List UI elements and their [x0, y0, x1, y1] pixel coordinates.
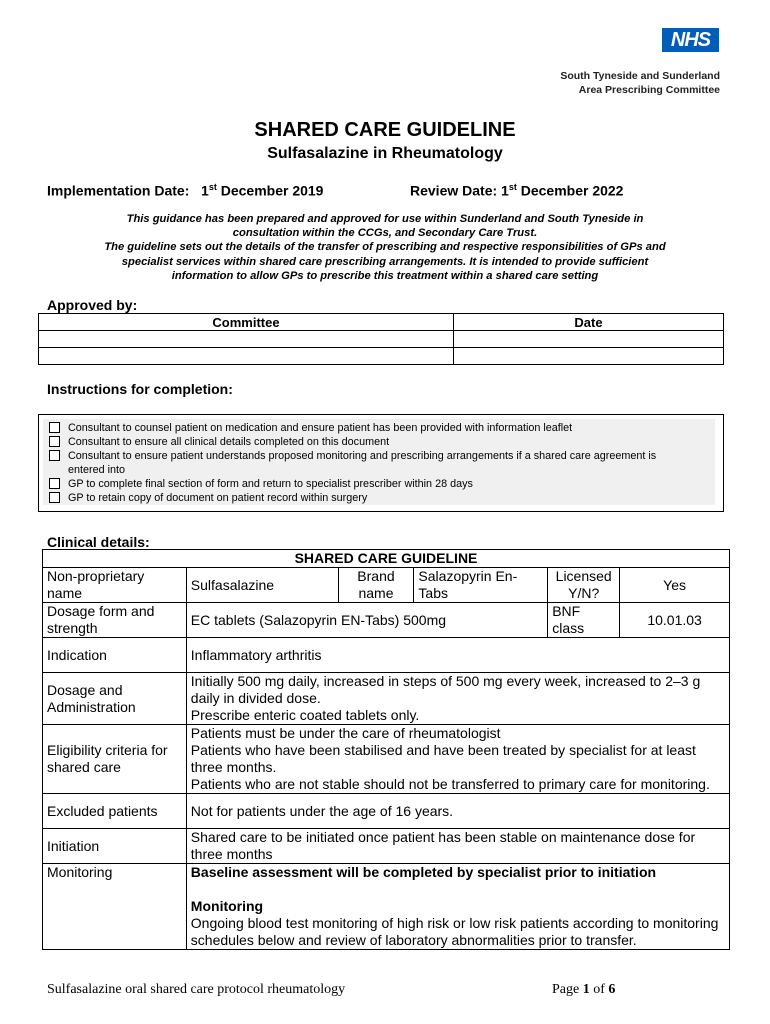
table-row — [43, 673, 730, 725]
table-row — [39, 348, 724, 365]
table-row — [43, 550, 730, 568]
guidance-line: This guidance has been prepared and approved for use within Sunderland and South Tyneside in — [126, 213, 644, 225]
table-row — [43, 829, 730, 864]
implementation-date: Implementation Date: 1st December 2019 — [47, 182, 324, 199]
eligibility-label: Eligibility criteria for shared care — [43, 725, 187, 794]
indication-label: Indication — [43, 638, 187, 673]
initiation-value: Shared care to be initiated once patient has been stable on maintenance dose for three months — [186, 829, 729, 864]
brand-value: Salazopyrin En-Tabs — [414, 568, 548, 603]
excluded-value: Not for patients under the age of 16 years. — [186, 794, 729, 829]
guidance-text — [55, 212, 715, 283]
brand-label: Brand name — [338, 568, 414, 603]
date-cell[interactable] — [454, 348, 724, 365]
table-row — [43, 864, 730, 950]
checkbox[interactable] — [49, 436, 60, 447]
dosage-form-label: Dosage form and strength — [43, 603, 187, 638]
guidance-line: consultation within the CCGs, and Secondary Care Trust. — [232, 227, 538, 240]
checkbox[interactable] — [49, 422, 60, 433]
page-subtitle: Sulfasalazine in Rheumatology — [267, 145, 503, 162]
footer-doc-name: Sulfasalazine oral shared care protocol rheumatology — [47, 982, 346, 997]
list-item: Consultant to counsel patient on medication and ensure patient has been provided with information leaflet — [49, 422, 668, 437]
checkbox[interactable] — [49, 492, 60, 503]
date-header: Date — [454, 314, 724, 331]
table-row — [43, 794, 730, 829]
nhs-logo: NHS — [662, 28, 719, 52]
page-title: SHARED CARE GUIDELINE — [254, 119, 516, 141]
table-row — [43, 603, 730, 638]
eligibility-value: Patients must be under the care of rheumatologist Patients who have been stabilised and have been treated by specialist for at least three months. Patients who are not stable should not be transferred to primary care for monitoring. — [186, 725, 729, 794]
indication-value: Inflammatory arthritis — [186, 638, 729, 673]
excluded-label: Excluded patients — [43, 794, 187, 829]
approval-table — [38, 313, 724, 365]
licensed-value: Yes — [620, 568, 730, 603]
nonprop-value: Sulfasalazine — [186, 568, 338, 603]
table-row — [43, 568, 730, 603]
list-item: Consultant to ensure all clinical details completed on this document — [49, 436, 668, 451]
table-row — [43, 638, 730, 673]
initiation-label: Initiation — [43, 829, 187, 864]
table-row — [43, 725, 730, 794]
bnf-value: 10.01.03 — [620, 603, 730, 638]
org-line-2: Area Prescribing Committee — [578, 84, 720, 96]
bnf-label: BNF class — [548, 603, 620, 638]
checkbox[interactable] — [49, 478, 60, 489]
dosage-form-value: EC tablets (Salazopyrin EN-Tabs) 500mg — [186, 603, 547, 638]
guidance-line: specialist services within shared care prescribing arrangements. It is intended to provide sufficient — [121, 255, 649, 268]
list-item: GP to retain copy of document on patient record within surgery — [49, 492, 668, 507]
list-item: GP to complete final section of form and return to specialist prescriber within 28 days — [49, 478, 668, 493]
date-cell[interactable] — [454, 331, 724, 348]
instructions-list — [43, 419, 715, 505]
guidance-line: information to allow GPs to prescribe this treatment within a shared care setting — [171, 269, 599, 282]
instructions-heading: Instructions for completion: — [47, 381, 233, 397]
table-title: SHARED CARE GUIDELINE — [43, 550, 730, 568]
list-item: Consultant to ensure patient understands proposed monitoring and prescribing arrangements if a shared care agreement is entered into — [49, 450, 668, 477]
page-number: Page 1 of 6 — [552, 982, 616, 997]
review-date: Review Date: 1st December 2022 — [410, 182, 624, 199]
instructions-box — [38, 414, 724, 512]
guidance-line: The guideline sets out the details of the transfer of prescribing and respective responsibilities of GPs and — [104, 241, 666, 254]
committee-cell[interactable] — [39, 331, 454, 348]
clinical-table — [42, 549, 730, 950]
monitoring-label: Monitoring — [43, 864, 187, 950]
licensed-label: Licensed Y/N? — [548, 568, 620, 603]
checkbox[interactable] — [49, 450, 60, 461]
org-name — [520, 69, 720, 97]
committee-header: Committee — [39, 314, 454, 331]
monitoring-value: Baseline assessment will be completed by specialist prior to initiation Monitoring Ongoing blood test monitoring of high risk or low risk patients according to monitoring schedules below and review of laboratory abnormalities prior to transfer. — [186, 864, 729, 950]
dosage-label: Dosage and Administration — [43, 673, 187, 725]
table-row — [39, 314, 724, 331]
approved-heading: Approved by: — [47, 297, 138, 313]
dosage-value: Initially 500 mg daily, increased in steps of 500 mg every week, increased to 2–3 g daily in divided dose. Prescribe enteric coated tablets only. — [186, 673, 729, 725]
org-line-1: South Tyneside and Sunderland — [560, 70, 720, 82]
committee-cell[interactable] — [39, 348, 454, 365]
clinical-heading: Clinical details: — [47, 534, 150, 550]
table-row — [39, 331, 724, 348]
nonprop-label: Non-proprietary name — [43, 568, 187, 603]
